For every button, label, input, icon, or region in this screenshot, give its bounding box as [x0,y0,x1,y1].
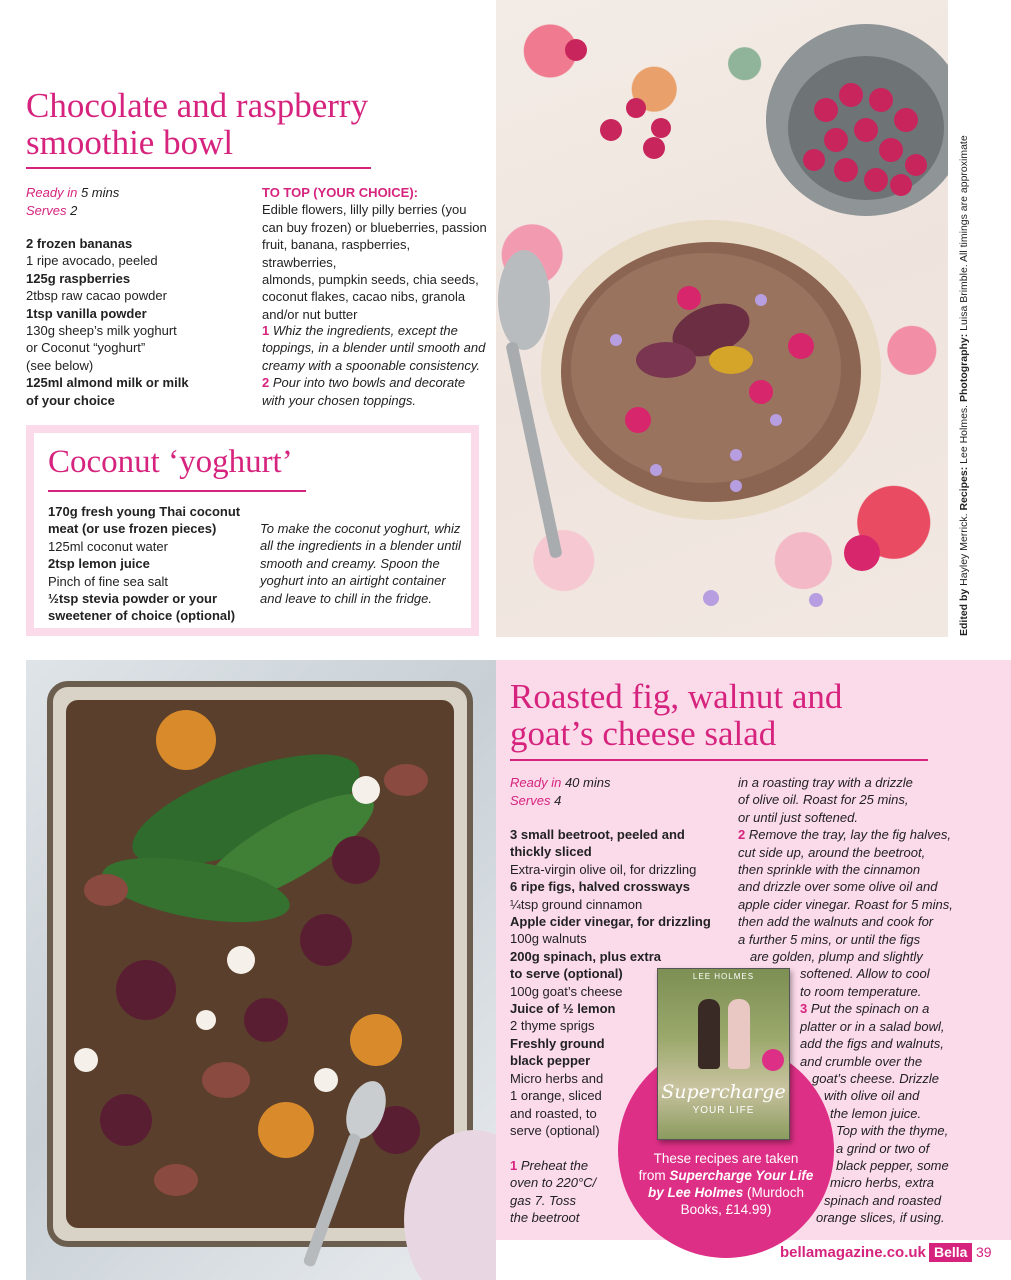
ingredient: Extra-virgin olive oil, for drizzling [510,861,697,877]
step-line: spinach and roasted [824,1192,942,1208]
ingredient: 200g spinach, plus extra [510,948,662,964]
book-cover-subtitle: YOUR LIFE [692,1105,755,1116]
cover-sticker [762,1049,784,1071]
book-title: Supercharge Your Life [669,1168,814,1183]
ingredient: 1 ripe avocado, peeled [26,253,158,269]
salad-tray-illustration [26,660,496,1280]
to-top-line: and/or nut butter [262,306,358,322]
title-rule [510,759,928,761]
recipe-title-line: Roasted fig, walnut and [510,677,843,716]
step-line: then add the walnuts and cook for [738,914,934,930]
ingredient: 2tbsp raw cacao powder [26,288,167,304]
step-line: yoghurt into an airtight container [260,573,446,589]
serves-value: 2 [70,202,78,218]
step-number: 1 [510,1158,518,1173]
step-line: to room temperature. [800,983,922,999]
step-line: and crumble over the [800,1053,923,1069]
website-url: bellamagazine.co.uk [780,1244,926,1261]
step-line: Pour into two bowls and decorate [272,375,466,391]
step-line: micro herbs, extra [830,1175,935,1191]
to-top-line: Edible flowers, lilly pilly berries (you [262,202,467,218]
recipe-title-line: goat’s cheese salad [510,713,777,753]
recipe-title [510,679,842,753]
ingredient: 125ml almond milk or milk [26,375,189,391]
credit-label: Photography: [958,333,970,402]
step-line: the beetroot [510,1210,580,1226]
step-line: black pepper, some [836,1157,949,1173]
ingredient: 125g raspberries [26,270,131,286]
ingredient: 1tsp vanilla powder [26,305,147,321]
step-line: platter or in a salad bowl, [800,1018,945,1034]
credit-label: Recipes: [958,466,970,511]
method-step-1 [510,1157,620,1227]
page-number: 39 [976,1244,992,1260]
brand-logo: Bella [929,1243,972,1262]
ready-label: Ready in [510,775,562,790]
step-line: or until just softened. [738,809,858,825]
cover-figure [728,999,750,1069]
ingredient: of your choice [26,392,115,408]
step-line: oven to 220°C/ [510,1175,597,1191]
ingredient: 100g goat’s cheese [510,983,623,999]
ingredient: ¼tsp ground cinnamon [510,896,643,912]
credit-value: Hayley Merrick. [958,510,970,589]
smoothie-bowl-illustration [496,0,948,637]
title-rule [26,167,371,169]
step-line: softened. Allow to cool [800,966,930,982]
ingredient: 125ml coconut water [48,538,168,554]
smoothie-bowl-photo [496,0,948,637]
ingredient-list [26,235,256,409]
ingredient: meat (or use frozen pieces) [48,521,217,537]
book-author: by Lee Holmes [647,1185,744,1200]
promo-line: (Murdoch [743,1185,805,1200]
ingredient: ½tsp stevia powder or your [48,591,218,607]
recipe-title [26,88,368,162]
ready-label: Ready in [26,185,78,200]
step-line: with olive oil and [824,1088,920,1104]
ingredient: sweetener of choice (optional) [48,608,236,624]
ingredient: 170g fresh young Thai coconut [48,504,241,519]
recipe-title: Coconut ‘yoghurt’ [48,444,293,480]
to-top-heading: TO TOP (YOUR CHOICE): [262,185,419,200]
step-number: 1 [262,323,270,338]
step-line: orange slices, if using. [816,1210,945,1226]
promo-line: Books, £14.99) [680,1202,772,1217]
promo-line: from [638,1168,670,1183]
step-line: in a roasting tray with a drizzle [738,775,913,790]
step-line: a grind or two of [836,1140,930,1156]
method [260,520,465,607]
to-top-line: coconut flakes, cacao nibs, granola [262,289,466,305]
to-top-line: fruit, banana, raspberries, strawberries, [262,237,411,270]
step-line: Remove the tray, lay the fig halves, [748,827,951,843]
step-line: toppings, in a blender until smooth and [262,340,486,356]
step-number: 3 [800,1001,808,1017]
step-line: add the figs and walnuts, [800,1036,944,1052]
book-cover [657,968,790,1140]
step-line: Preheat the [520,1158,589,1173]
step-number: 2 [262,375,270,391]
ingredient: serve (optional) [510,1122,600,1138]
step-line: cut side up, around the beetroot, [738,844,926,860]
credit-value: Lee Holmes. [958,401,970,467]
recipe-title-line: Chocolate and raspberry [26,86,369,125]
book-cover-author: LEE HOLMES [692,972,755,981]
ready-value: 40 mins [564,775,611,790]
ingredient: Micro herbs and [510,1070,604,1086]
step-line: of olive oil. Roast for 25 mins, [738,792,909,808]
ingredient: Freshly ground [510,1035,605,1051]
to-top-line: can buy frozen) or blueberries, passion [262,219,487,235]
step-line: creamy with a spoonable consistency. [262,357,480,373]
title-rule [48,490,306,492]
to-top-line: almonds, pumpkin seeds, chia seeds, [262,272,479,288]
ingredient: (see below) [26,357,94,373]
recipe-meta [26,184,119,219]
ready-value: 5 mins [80,185,120,200]
ingredient: 2 thyme sprigs [510,1018,595,1034]
step-line: apple cider vinegar. Roast for 5 mins, [738,896,953,912]
step-line: then sprinkle with the cinnamon [738,862,921,878]
serves-label: Serves [510,792,551,808]
step-line: goat’s cheese. Drizzle [812,1070,939,1086]
ingredient: to serve (optional) [510,966,623,982]
step-line: and leave to chill in the fridge. [260,590,432,606]
step-line: the lemon juice. [830,1105,922,1121]
step-line: Whiz the ingredients, except the [272,323,458,338]
ingredient: black pepper [510,1053,591,1069]
book-cover-title: Supercharge [661,1081,786,1103]
ingredient: 130g sheep’s milk yoghurt [26,323,177,339]
serves-value: 4 [554,792,562,808]
step-line: with your chosen toppings. [262,392,416,408]
ingredient: or Coconut “yoghurt” [26,340,146,356]
ingredient: 3 small beetroot, peeled and [510,827,685,842]
ingredient: Juice of ½ lemon [510,1001,616,1017]
step-line: smooth and creamy. Spoon the [260,555,440,571]
promo-line: These recipes are taken [653,1151,799,1166]
step-line: are golden, plump and slightly [750,949,923,965]
to-top-section [262,184,487,323]
ingredient: 1 orange, sliced [510,1088,602,1104]
credit-label: Edited by [958,588,970,636]
ingredient: 100g walnuts [510,931,587,947]
serves-label: Serves [26,202,67,218]
step-line: Put the spinach on a [810,1001,930,1017]
method [262,322,487,409]
ingredient: 2 frozen bananas [26,236,133,251]
step-line: all the ingredients in a blender until [260,538,461,554]
step-line: To make the coconut yoghurt, whiz [260,521,461,536]
cover-figure [698,999,720,1069]
credit-value: Luisa Brimble. All timings are approximate [958,135,970,334]
ingredient: 2tsp lemon juice [48,556,150,572]
step-line: a further 5 mins, or until the figs [738,931,921,947]
step-number: 2 [738,827,746,843]
coconut-yoghurt-inner [34,433,471,628]
ingredient-list [48,503,258,625]
ingredient: Apple cider vinegar, for drizzling [510,914,711,930]
recipe-title-line: smoothie bowl [26,122,234,162]
step-line: and drizzle over some olive oil and [738,879,938,895]
recipe-meta [510,774,610,809]
ingredient: 6 ripe figs, halved crossways [510,879,690,895]
coconut-yoghurt-box [26,425,479,636]
salad-photo [26,660,496,1280]
ingredient: thickly sliced [510,844,592,860]
step-line: Top with the thyme, [836,1123,949,1139]
ingredient: and roasted, to [510,1105,597,1121]
ingredient: Pinch of fine sea salt [48,573,168,589]
step-line: gas 7. Toss [510,1192,577,1208]
book-promo-text [618,1150,834,1218]
photo-credits [958,135,974,636]
